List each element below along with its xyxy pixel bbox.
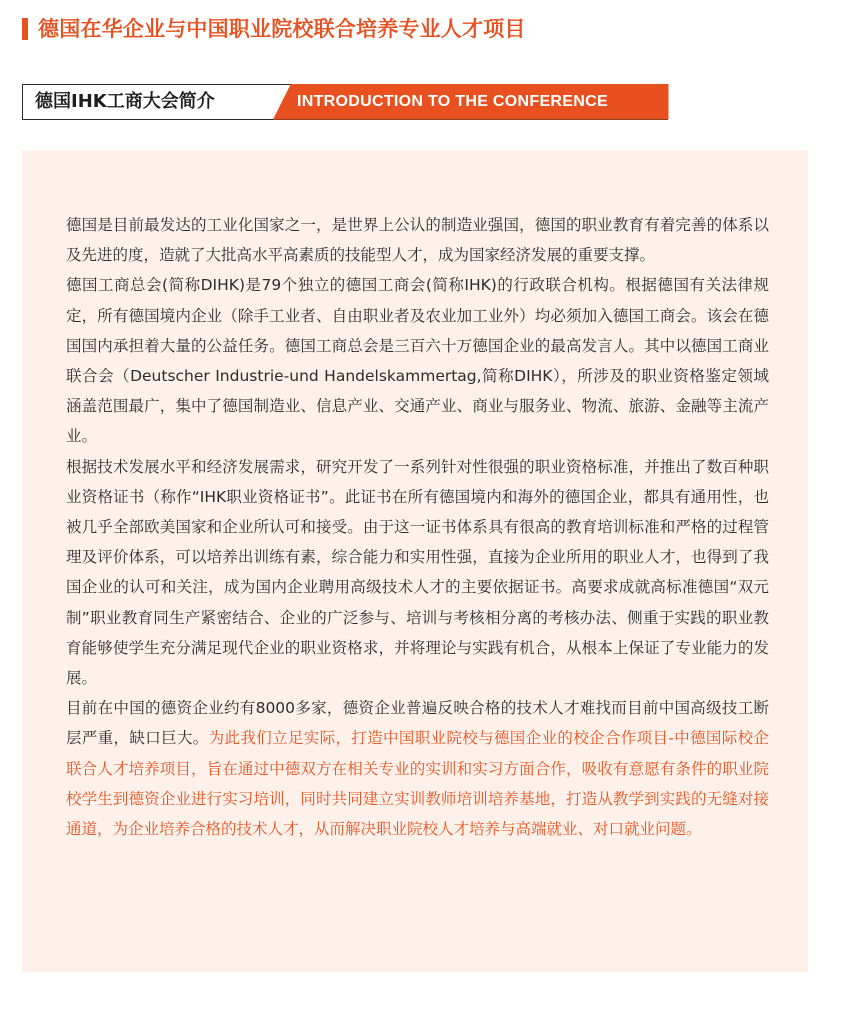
section-header (22, 84, 668, 120)
paragraph-dihk: 德国工商总会(简称DIHK)是79个独立的德国工商会(简称IHK)的行政联合机构。根据德国有关法律规定，所有德国境内企业（除手工业者、自由职业者及农业加工业外）均必须加入德国工商会。该会在德国国内承担着大量的公益任务。德国工商总会是三百六十万德国企业的最高发言人。其中以德国工商业联合会（Deutscher Industrie-und Handelskammertag,简称DIHK），所涉及的职业资格鉴定领域涵盖范围最广，集中了德国制造业、信息产业、交通产业、商业与服务业、物流、旅游、金融等主流产业。 (66, 276, 769, 446)
page-title: 德国在华企业与中国职业院校联合培养专业人才项目 (38, 17, 526, 41)
paragraph-china-normal: 目前在中国的德资企业约有8000多家，德资企业普遍反映合格的技术人才难找而目前中国高级技工断层严重，缺口巨大。 (66, 699, 769, 748)
paragraph-intro: 德国是目前最发达的工业化国家之一，是世界上公认的制造业强国，德国的职业教育有着完善的体系以及先进的度，造就了大批高水平高素质的技能型人才，成为国家经济发展的重要支撑。 (66, 216, 769, 265)
paragraph-china-highlight: 为此我们立足实际，打造中国职业院校与德国企业的校企合作项目-中德国际校企联合人才培养项目，旨在通过中德双方在相关专业的实训和实习方面合作，吸收有意愿有条件的职业院校学生到德资企业进行实习培训，同时共同建立实训教师培训培养基地，打造从教学到实践的无缝对接通道，为企业培养合格的技术人才，从而解决职业院校人才培养与高端就业、对口就业问题。 (66, 729, 769, 839)
content-box (22, 150, 808, 972)
paragraph-certificate: 根据技术发展水平和经济发展需求，研究开发了一系列针对性很强的职业资格标准，并推出了数百种职业资格证书（称作“IHK职业资格证书”。此证书在所有德国境内和海外的德国企业，都具有通用性，也被几乎全部欧美国家和企业所认可和接受。由于这一证书体系具有很高的教育培训标准和严格的过程管理及评价体系，可以培养出训练有素，综合能力和实用性强，直接为企业所用的职业人才，也得到了我国企业的认可和关注，成为国内企业聘用高级技术人才的主要依据证书。高要求成就高标准德国“双元制”职业教育同生产紧密结合、企业的广泛参与、培训与考核相分离的考核办法、侧重于实践的职业教育能够使学生充分满足现代企业的职业资格求，并将理论与实践有机合，从根本上保证了专业能力的发展。 (66, 457, 769, 688)
body-text (66, 210, 769, 844)
section-title-zh: 德国IHK工商大会简介 (35, 91, 215, 112)
title-accent-bar (22, 18, 28, 40)
paragraph-china (66, 693, 769, 844)
section-title-en: INTRODUCTION TO THE CONFERENCE (297, 93, 608, 110)
